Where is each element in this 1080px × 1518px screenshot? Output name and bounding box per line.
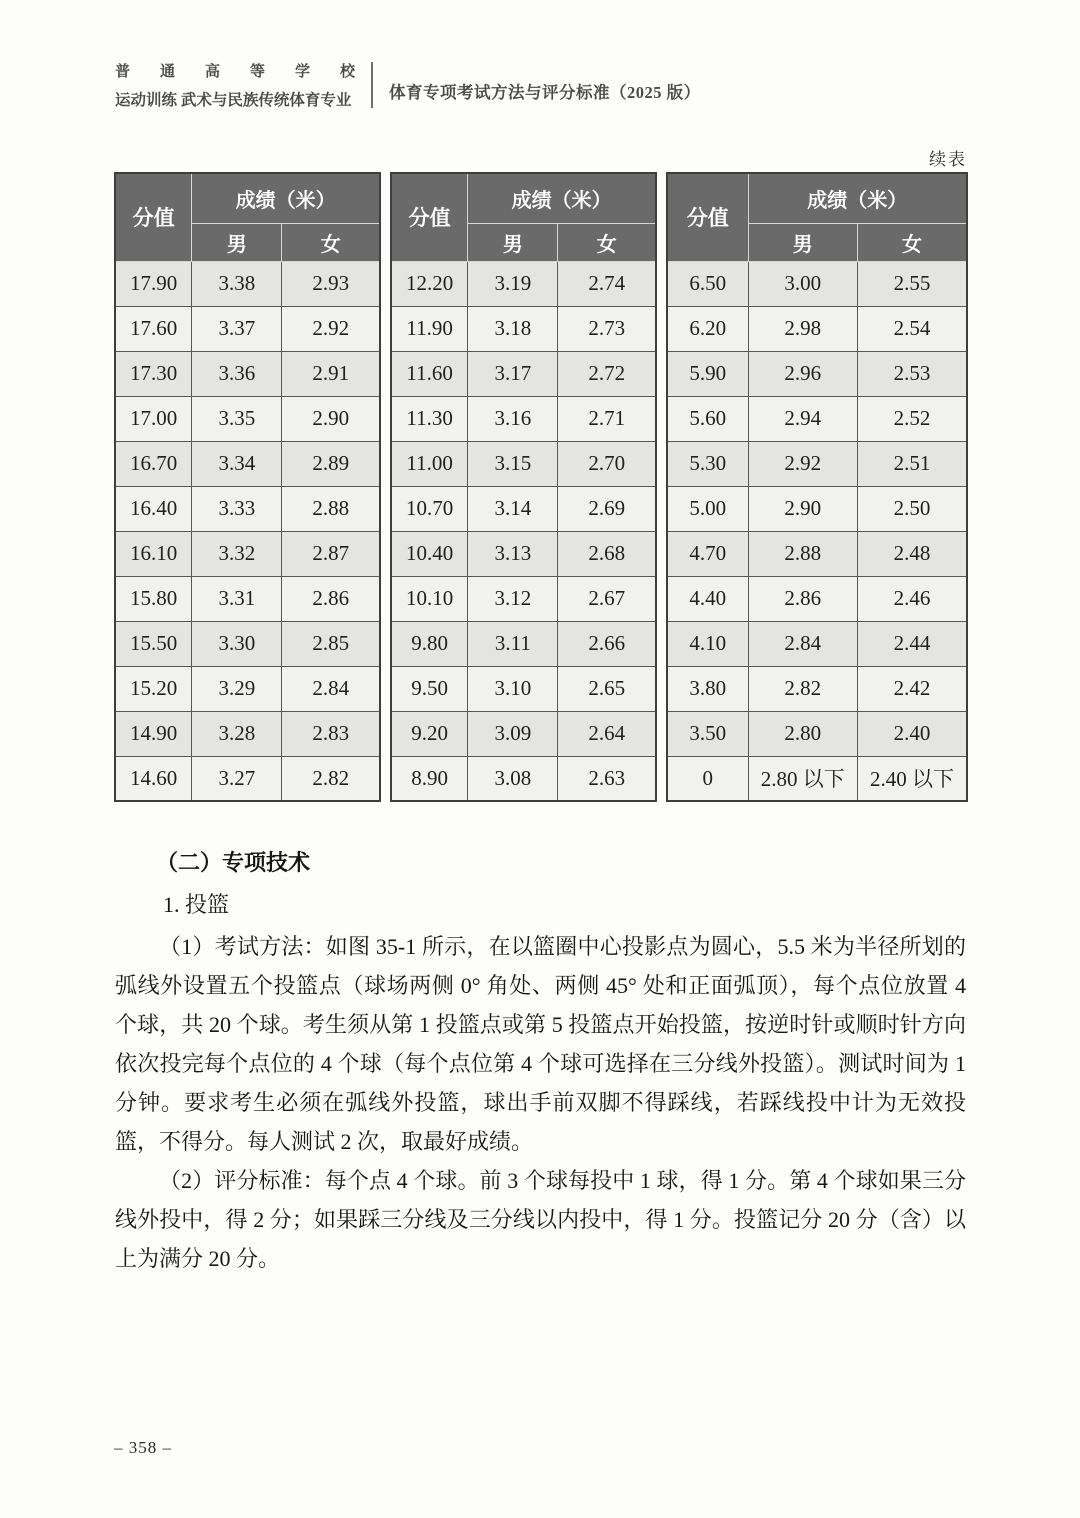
cell-male-result: 3.15	[468, 441, 558, 486]
cell-score: 5.30	[667, 441, 748, 486]
table-row	[667, 756, 967, 801]
table-row	[391, 621, 656, 666]
column-header-male: 男	[748, 223, 858, 261]
cell-female-result: 2.74	[558, 261, 656, 306]
table-row	[391, 396, 656, 441]
table-row	[115, 486, 380, 531]
cell-score: 16.40	[115, 486, 192, 531]
table-row	[115, 396, 380, 441]
continued-table-label: 续表	[929, 150, 967, 169]
cell-male-result: 3.32	[192, 531, 282, 576]
table-row	[391, 531, 656, 576]
header-row-1	[667, 173, 967, 223]
column-header-result: 成绩（米）	[748, 173, 967, 223]
table-row	[115, 756, 380, 801]
cell-male-result: 3.30	[192, 621, 282, 666]
cell-score: 16.70	[115, 441, 192, 486]
cell-male-result: 3.28	[192, 711, 282, 756]
cell-female-result: 2.52	[858, 396, 968, 441]
cell-male-result: 2.80	[748, 711, 858, 756]
cell-female-result: 2.70	[558, 441, 656, 486]
table-row	[115, 351, 380, 396]
table-row	[391, 261, 656, 306]
cell-male-result: 2.88	[748, 531, 858, 576]
cell-female-result: 2.68	[558, 531, 656, 576]
cell-female-result: 2.53	[858, 351, 968, 396]
cell-female-result: 2.82	[282, 756, 380, 801]
cell-female-result: 2.93	[282, 261, 380, 306]
cell-score: 5.90	[667, 351, 748, 396]
page-header	[115, 60, 701, 110]
table-row	[391, 306, 656, 351]
table-row	[115, 441, 380, 486]
header-row-1	[115, 173, 380, 223]
cell-male-result: 2.84	[748, 621, 858, 666]
table-row	[667, 576, 967, 621]
cell-female-result: 2.65	[558, 666, 656, 711]
cell-female-result: 2.40 以下	[858, 756, 968, 801]
cell-score: 3.50	[667, 711, 748, 756]
cell-score: 5.00	[667, 486, 748, 531]
cell-male-result: 3.35	[192, 396, 282, 441]
table-row	[391, 486, 656, 531]
cell-female-result: 2.54	[858, 306, 968, 351]
table-row	[391, 441, 656, 486]
cell-male-result: 3.31	[192, 576, 282, 621]
table-row	[667, 396, 967, 441]
cell-score: 8.90	[391, 756, 468, 801]
column-header-score: 分值	[667, 173, 748, 261]
cell-male-result: 3.09	[468, 711, 558, 756]
cell-score: 10.40	[391, 531, 468, 576]
cell-score: 14.90	[115, 711, 192, 756]
cell-male-result: 3.08	[468, 756, 558, 801]
cell-female-result: 2.71	[558, 396, 656, 441]
cell-male-result: 2.92	[748, 441, 858, 486]
cell-female-result: 2.42	[858, 666, 968, 711]
table-row	[115, 531, 380, 576]
cell-male-result: 3.10	[468, 666, 558, 711]
cell-score: 12.20	[391, 261, 468, 306]
cell-female-result: 2.51	[858, 441, 968, 486]
header-divider	[371, 62, 373, 108]
cell-score: 11.00	[391, 441, 468, 486]
cell-score: 17.60	[115, 306, 192, 351]
table-row	[115, 666, 380, 711]
cell-male-result: 3.13	[468, 531, 558, 576]
table-row	[115, 261, 380, 306]
cell-male-result: 3.14	[468, 486, 558, 531]
table-row	[115, 621, 380, 666]
cell-male-result: 3.16	[468, 396, 558, 441]
cell-female-result: 2.64	[558, 711, 656, 756]
cell-score: 17.00	[115, 396, 192, 441]
table-row	[115, 576, 380, 621]
table-row	[667, 306, 967, 351]
cell-female-result: 2.92	[282, 306, 380, 351]
cell-score: 15.50	[115, 621, 192, 666]
column-header-male: 男	[468, 223, 558, 261]
cell-male-result: 2.98	[748, 306, 858, 351]
cell-male-result: 3.29	[192, 666, 282, 711]
cell-female-result: 2.86	[282, 576, 380, 621]
cell-score: 10.70	[391, 486, 468, 531]
cell-score: 9.50	[391, 666, 468, 711]
cell-female-result: 2.85	[282, 621, 380, 666]
cell-female-result: 2.50	[858, 486, 968, 531]
cell-female-result: 2.87	[282, 531, 380, 576]
header-row-1	[391, 173, 656, 223]
cell-male-result: 2.96	[748, 351, 858, 396]
table-row	[115, 711, 380, 756]
header-major: 运动训练 武术与民族传统体育专业	[115, 92, 352, 109]
cell-male-result: 2.86	[748, 576, 858, 621]
header-school-type: 普通高等学校	[115, 64, 355, 80]
column-header-female: 女	[558, 223, 656, 261]
column-header-result: 成绩（米）	[192, 173, 380, 223]
cell-female-result: 2.69	[558, 486, 656, 531]
column-header-female: 女	[858, 223, 968, 261]
cell-male-result: 3.00	[748, 261, 858, 306]
paragraph-scoring-standard: （2）评分标准：每个点 4 个球。前 3 个球每投中 1 球，得 1 分。第 4 个球如果三分线外投中，得 2 分；如果踩三分线及三分线以内投中，得 1 分。投篮记分 20 分（含）以上为满分 20 分。	[115, 1168, 966, 1271]
column-header-male: 男	[192, 223, 282, 261]
cell-male-result: 3.34	[192, 441, 282, 486]
cell-male-result: 3.18	[468, 306, 558, 351]
cell-male-result: 3.11	[468, 621, 558, 666]
table-row	[667, 441, 967, 486]
table-row	[391, 351, 656, 396]
table-row	[667, 261, 967, 306]
table-row	[391, 576, 656, 621]
cell-male-result: 2.82	[748, 666, 858, 711]
cell-male-result: 2.80 以下	[748, 756, 858, 801]
cell-score: 11.90	[391, 306, 468, 351]
cell-female-result: 2.88	[282, 486, 380, 531]
cell-score: 16.10	[115, 531, 192, 576]
cell-male-result: 3.36	[192, 351, 282, 396]
cell-score: 4.10	[667, 621, 748, 666]
cell-female-result: 2.67	[558, 576, 656, 621]
column-header-score: 分值	[115, 173, 192, 261]
cell-score: 9.20	[391, 711, 468, 756]
cell-female-result: 2.73	[558, 306, 656, 351]
table-row	[667, 621, 967, 666]
score-table-3	[666, 172, 968, 802]
table-row	[391, 666, 656, 711]
cell-male-result: 3.19	[468, 261, 558, 306]
table-row	[667, 486, 967, 531]
table-row	[391, 711, 656, 756]
table-row	[115, 306, 380, 351]
cell-male-result: 3.38	[192, 261, 282, 306]
cell-male-result: 2.94	[748, 396, 858, 441]
cell-female-result: 2.83	[282, 711, 380, 756]
paragraph-exam-method: （1）考试方法：如图 35-1 所示，在以篮圈中心投影点为圆心，5.5 米为半径所划的弧线外设置五个投篮点（球场两侧 0° 角处、两侧 45° 处和正面弧顶），每个点位放置 4 个球，共 20 个球。考生须从第 1 投篮点或第 5 投篮点开始投篮，按逆时针或顺时针方向依次投完每个点位的 4 个球（每个点位第 4 个球可选择在三分线外投篮）。测试时间为 1 分钟。要求考生必须在弧线外投篮，球出手前双脚不得踩线，若踩线投中计为无效投篮，不得分。每人测试 2 次，取最好成绩。	[115, 934, 966, 1154]
cell-female-result: 2.63	[558, 756, 656, 801]
cell-score: 3.80	[667, 666, 748, 711]
page-number: – 358 –	[114, 1438, 172, 1457]
cell-score: 10.10	[391, 576, 468, 621]
cell-score: 15.80	[115, 576, 192, 621]
cell-score: 0	[667, 756, 748, 801]
cell-male-result: 3.37	[192, 306, 282, 351]
cell-score: 4.40	[667, 576, 748, 621]
table-row	[667, 666, 967, 711]
cell-female-result: 2.84	[282, 666, 380, 711]
table-row	[667, 531, 967, 576]
cell-male-result: 2.90	[748, 486, 858, 531]
cell-score: 17.30	[115, 351, 192, 396]
score-table-2	[390, 172, 657, 802]
cell-male-result: 3.33	[192, 486, 282, 531]
section-heading: （二）专项技术	[156, 850, 311, 875]
table-row	[667, 711, 967, 756]
cell-score: 9.80	[391, 621, 468, 666]
cell-score: 6.20	[667, 306, 748, 351]
cell-female-result: 2.44	[858, 621, 968, 666]
cell-female-result: 2.72	[558, 351, 656, 396]
header-left-block	[115, 60, 355, 110]
cell-female-result: 2.40	[858, 711, 968, 756]
cell-score: 11.30	[391, 396, 468, 441]
cell-female-result: 2.48	[858, 531, 968, 576]
item-heading: 1. 投篮	[163, 892, 230, 917]
cell-male-result: 3.27	[192, 756, 282, 801]
column-header-female: 女	[282, 223, 380, 261]
cell-male-result: 3.12	[468, 576, 558, 621]
cell-score: 5.60	[667, 396, 748, 441]
score-tables-container	[114, 172, 968, 802]
cell-female-result: 2.66	[558, 621, 656, 666]
cell-score: 4.70	[667, 531, 748, 576]
cell-female-result: 2.91	[282, 351, 380, 396]
cell-score: 6.50	[667, 261, 748, 306]
cell-female-result: 2.90	[282, 396, 380, 441]
cell-male-result: 3.17	[468, 351, 558, 396]
column-header-score: 分值	[391, 173, 468, 261]
header-book-title: 体育专项考试方法与评分标准（2025 版）	[389, 83, 701, 102]
table-row	[667, 351, 967, 396]
cell-female-result: 2.55	[858, 261, 968, 306]
cell-female-result: 2.46	[858, 576, 968, 621]
body-content	[115, 843, 966, 1278]
cell-score: 11.60	[391, 351, 468, 396]
cell-score: 14.60	[115, 756, 192, 801]
cell-female-result: 2.89	[282, 441, 380, 486]
cell-score: 15.20	[115, 666, 192, 711]
cell-score: 17.90	[115, 261, 192, 306]
column-header-result: 成绩（米）	[468, 173, 656, 223]
table-row	[391, 756, 656, 801]
score-table-1	[114, 172, 381, 802]
